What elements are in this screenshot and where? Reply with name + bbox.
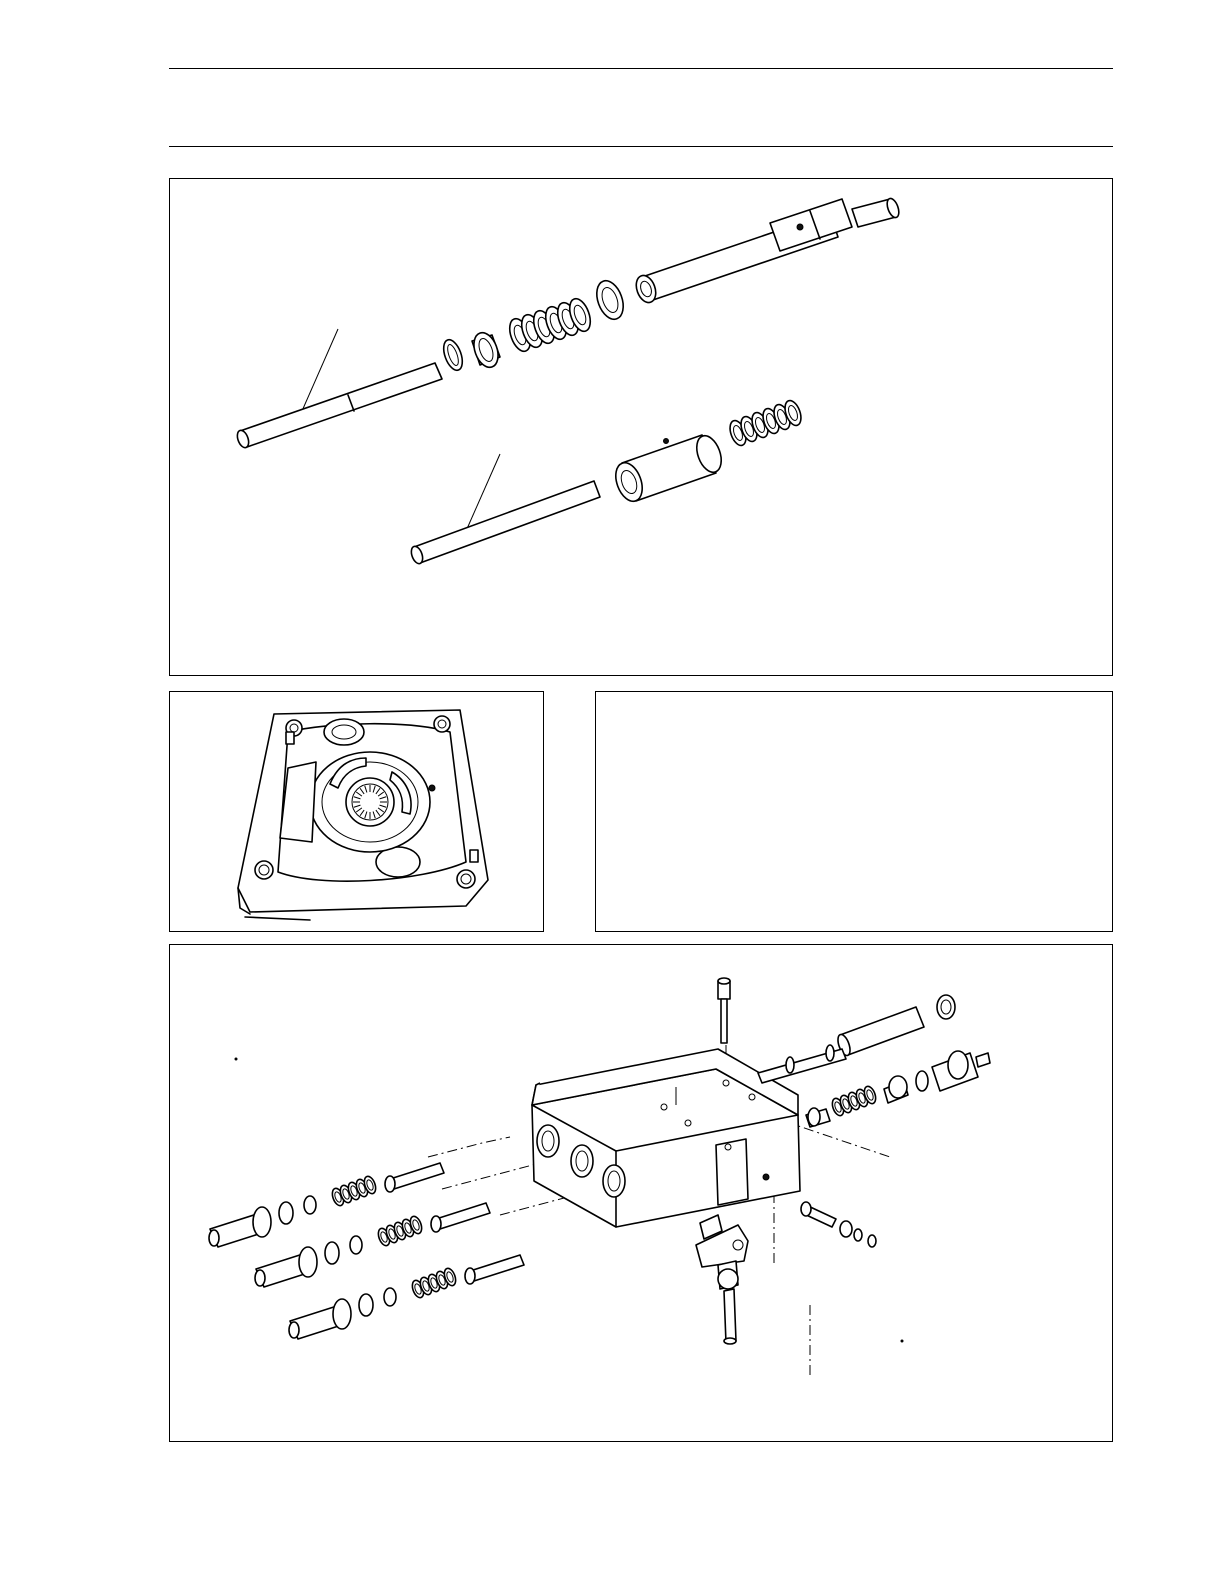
adjuster-screw-icon xyxy=(801,1202,876,1247)
lower-spring-icon xyxy=(727,398,804,447)
plunger-sleeve-icon xyxy=(836,1007,924,1057)
housing-flange-drawing xyxy=(170,692,543,931)
cartridge-row-3 xyxy=(289,1255,524,1339)
right-oring-icon xyxy=(916,1071,928,1091)
right-poppet-icon xyxy=(884,1076,908,1103)
header-rule-top xyxy=(169,68,1113,69)
right-check-icon xyxy=(806,1108,830,1127)
plug-icon xyxy=(937,995,955,1019)
header-rule-bottom xyxy=(169,146,1113,147)
figure-top-panel xyxy=(169,178,1113,676)
short-rod-icon xyxy=(409,481,600,565)
figure-middle-left-panel xyxy=(169,691,544,932)
sleeve-tube-icon xyxy=(633,197,901,305)
bushing-icon xyxy=(592,277,628,323)
upper-spring-icon xyxy=(506,296,595,354)
shaft-assembly-drawing xyxy=(170,179,1112,675)
valve-block-drawing xyxy=(170,945,1112,1441)
collar-icon xyxy=(470,329,503,370)
lower-sleeve-icon xyxy=(611,432,726,505)
centreline-2 xyxy=(442,1163,540,1189)
lever-arm-icon xyxy=(696,1215,748,1344)
pilot-spool-icon xyxy=(758,1045,846,1083)
figure-bottom-panel xyxy=(169,944,1113,1442)
retaining-ring-icon xyxy=(440,337,466,373)
centreline-1 xyxy=(428,1137,510,1157)
relief-cartridge-group xyxy=(209,1163,524,1339)
right-relief-valve-icon xyxy=(932,1051,990,1091)
bolt-icon xyxy=(718,978,730,1043)
right-spring-icon xyxy=(830,1085,878,1117)
figure-middle-right-panel xyxy=(595,691,1113,932)
long-shaft-icon xyxy=(235,363,442,449)
